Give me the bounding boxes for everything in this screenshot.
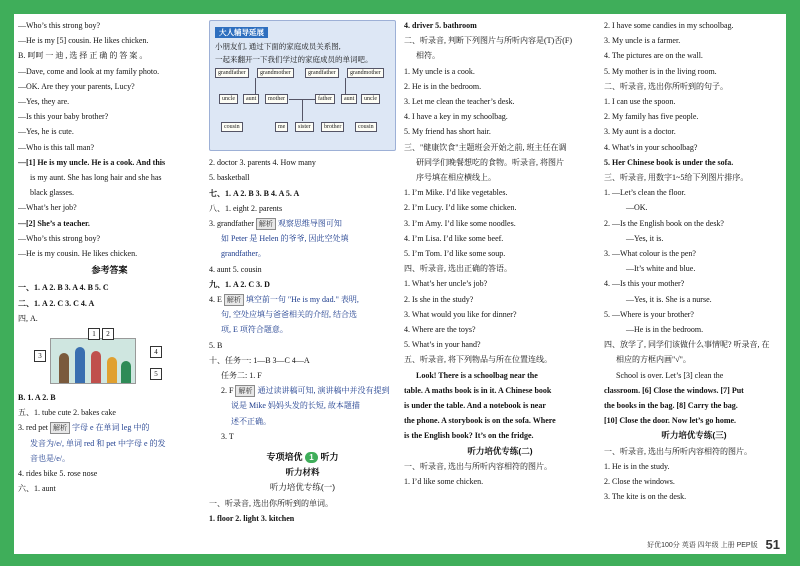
question-line: 相应的方框内画"√"。 bbox=[616, 355, 691, 365]
script-line: 2. Is she in the study? bbox=[404, 294, 474, 304]
hint-tag: 解析 bbox=[235, 385, 255, 397]
text-line: —Yes, they are. bbox=[18, 97, 70, 107]
section-header: 专项培优 1 听力 bbox=[266, 452, 339, 463]
tree-node: cousin bbox=[221, 122, 243, 132]
script-line: —OK. bbox=[626, 203, 648, 213]
label-box: 2 bbox=[102, 328, 114, 340]
person-figure bbox=[121, 361, 131, 383]
question-line: 二、听录音, 判断下列图片与所听内容是(T)否(F) bbox=[404, 36, 572, 46]
extension-text: 小朋友们, 通过下面的家庭成员关系图, bbox=[215, 42, 341, 52]
answer-line: 4. driver 5. bathroom bbox=[404, 21, 477, 30]
text-line: —Yes, he is cute. bbox=[18, 127, 74, 137]
script-line: [10] Close the door. Now let’s go home. bbox=[604, 416, 737, 426]
script-line: 2. I’m Lucy. I’d like some chicken. bbox=[404, 203, 517, 213]
column-3 bbox=[404, 18, 596, 489]
answer-line: 3. grandfather 解析 观察思维导图可知 bbox=[209, 219, 342, 229]
text-line: —Is this your baby brother? bbox=[18, 112, 109, 122]
script-line: School is over. Let’s [3] clean the bbox=[616, 370, 724, 380]
answer-line: 五、1. tube cute 2. bakes cake bbox=[18, 408, 116, 418]
hint-line: 项, E 项符合题意。 bbox=[221, 325, 288, 335]
script-line: 3. What would you like for dinner? bbox=[404, 309, 517, 319]
answer-line: 八、1. eight 2. parents bbox=[209, 203, 283, 213]
script-line: 1. I’m Mike. I’d like vegetables. bbox=[404, 188, 508, 198]
script-line: is the English book? It’s on the fridge. bbox=[404, 431, 534, 441]
text-line: —Who’s this strong boy? bbox=[18, 233, 100, 243]
answer-line: 2. doctor 3. parents 4. How many bbox=[209, 158, 316, 168]
script-line: 5. Her Chinese book is under the sofa. bbox=[604, 157, 734, 167]
tree-node: brother bbox=[321, 122, 344, 132]
tree-line bbox=[302, 99, 303, 121]
hint-line: 说是 Mike 妈妈头发的长短, 故本题描 bbox=[231, 401, 360, 411]
extension-title: 大人辅导延展 bbox=[215, 27, 268, 38]
label-box: 3 bbox=[34, 350, 46, 362]
question-line: 三、听录音, 用数字1~5给下列图片排序。 bbox=[604, 173, 749, 183]
answer-line: 四, A. bbox=[18, 313, 38, 323]
tree-node: me bbox=[275, 122, 288, 132]
script-line: 1. What’s her uncle’s job? bbox=[404, 279, 488, 289]
tree-node: grandfather bbox=[215, 68, 249, 78]
extension-text: 一起来翻开一下我们学过的家庭成员的单词吧。 bbox=[215, 55, 373, 65]
text-line: —OK. Are they your parents, Lucy? bbox=[18, 81, 135, 91]
page-number: 51 bbox=[765, 537, 780, 552]
hint-line: 如 Peter 是 Helen 的爷爷, 因此空处填 bbox=[221, 234, 349, 244]
tree-node: aunt bbox=[341, 94, 357, 104]
script-line: 5. My friend has short hair. bbox=[404, 127, 491, 137]
practice-title: 听力培优专练(二) bbox=[467, 445, 533, 456]
hint-tag: 解析 bbox=[224, 294, 244, 306]
tree-node: uncle bbox=[361, 94, 380, 104]
script-line: 2. —Is the English book on the desk? bbox=[604, 218, 724, 228]
script-line: 5. My mother is in the living room. bbox=[604, 66, 717, 76]
answer-line: 一、1. A 2. B 3. A 4. B 5. C bbox=[18, 283, 109, 293]
script-line: 4. —Is this your mother? bbox=[604, 279, 685, 289]
tree-node: mother bbox=[265, 94, 288, 104]
answer-line: 3. T bbox=[221, 431, 234, 441]
text-line: —Who is this tall man? bbox=[18, 142, 94, 152]
tree-node: aunt bbox=[243, 94, 259, 104]
script-line: 3. My uncle is a farmer. bbox=[604, 36, 681, 46]
label-box: 1 bbox=[88, 328, 100, 340]
answer-line: 二、1. A 2. C 3. C 4. A bbox=[18, 298, 95, 308]
answer-line: 4. E 解析 填空前一句 "He is my dad." 表明, bbox=[209, 295, 359, 305]
script-line: the phone. A storybook is on the sofa. Where bbox=[404, 416, 556, 426]
script-line: the books in the bag. [8] Carry the bag. bbox=[604, 401, 738, 411]
script-line: Look! There is a schoolbag near the bbox=[416, 370, 538, 380]
answer-key-title: 参考答案 bbox=[91, 265, 128, 276]
column-1 bbox=[18, 18, 201, 496]
family-tree bbox=[215, 68, 390, 146]
answer-line: 七、1. A 2. B 3. B 4. A 5. A bbox=[209, 188, 300, 198]
label-box: 4 bbox=[150, 346, 162, 358]
extension-box bbox=[209, 20, 396, 151]
script-line: 3. —What colour is the pen? bbox=[604, 249, 696, 259]
text-line: —Dave, come and look at my family photo. bbox=[18, 66, 160, 76]
answer-line: B. 1. A 2. B bbox=[18, 393, 56, 403]
question-line: 一、听录音, 选出与所听内容相符的图片。 bbox=[604, 446, 752, 456]
question-line: 四、放学了, 同学们该做什么事情呢? 听录音, 在 bbox=[604, 340, 770, 350]
script-line: 5. —Where is your brother? bbox=[604, 309, 694, 319]
person-figure bbox=[75, 347, 85, 383]
script-line: 2. I have some candies in my schoolbag. bbox=[604, 21, 734, 30]
tree-node: cousin bbox=[355, 122, 377, 132]
hint-line: 发音为/e/, 单词 red 和 pet 中字母 e 的发 bbox=[30, 438, 166, 448]
tree-node: grandmother bbox=[347, 68, 384, 78]
footer-text: 好优100分 英语 四年级 上册 PEP版 bbox=[647, 542, 758, 549]
green-border-left bbox=[0, 0, 14, 566]
hint-tag: 解析 bbox=[256, 218, 276, 230]
script-line: 3. My aunt is a doctor. bbox=[604, 127, 676, 137]
label-box: 5 bbox=[150, 368, 162, 380]
green-border-right bbox=[786, 0, 800, 566]
hint-line: 句, 空处应填与爸爸相关的介绍, 结合选 bbox=[221, 310, 357, 320]
script-line: is under the table. And a notebook is near bbox=[404, 401, 546, 411]
tree-node: sister bbox=[295, 122, 314, 132]
question-line: 研同学们晚餐想吃的食物。听录音, 将图片 bbox=[416, 157, 564, 167]
column-4 bbox=[604, 18, 784, 505]
hint-line: grandfather。 bbox=[221, 249, 266, 259]
answer-line: 4. rides bike 5. rose nose bbox=[18, 469, 98, 479]
question-line: 相符。 bbox=[416, 51, 440, 61]
script-line: 1. He is in the study. bbox=[604, 461, 670, 471]
script-line: 3. The kite is on the desk. bbox=[604, 492, 687, 502]
answer-line: 六、1. aunt bbox=[18, 484, 56, 494]
person-figure bbox=[59, 353, 69, 383]
text-line: —[2] She’s a teacher. bbox=[18, 218, 90, 228]
section-number-badge: 1 bbox=[305, 452, 318, 463]
script-line: 4. I’m Lisa. I’d like some beef. bbox=[404, 233, 504, 243]
green-border-bottom bbox=[0, 554, 800, 566]
script-line: 4. What’s in your schoolbag? bbox=[604, 142, 698, 152]
question-line: 序号填在相应横线上。 bbox=[416, 173, 496, 183]
answer-line: 任务二: 1. F bbox=[221, 371, 262, 381]
text-line: —He is my [5] cousin. He likes chicken. bbox=[18, 36, 149, 46]
family-photo bbox=[50, 338, 136, 384]
script-line: —Yes, it is. She is a nurse. bbox=[626, 294, 712, 304]
person-figure bbox=[107, 357, 117, 383]
script-line: classroom. [6] Close the windows. [7] Put bbox=[604, 385, 744, 395]
script-line: 2. My family has five people. bbox=[604, 112, 699, 122]
answer-line: 1. floor 2. light 3. kitchen bbox=[209, 513, 295, 523]
answer-line: 九、1. A 2. C 3. D bbox=[209, 279, 270, 289]
text-line: —He is my cousin. He likes chicken. bbox=[18, 249, 138, 259]
person-figure bbox=[91, 351, 101, 383]
script-line: 2. Close the windows. bbox=[604, 477, 675, 487]
tree-line bbox=[345, 78, 346, 94]
page-footer bbox=[647, 537, 780, 552]
hint-line: 述不正确。 bbox=[231, 416, 271, 426]
question-line: 四、听录音, 选出正确的答语。 bbox=[404, 264, 512, 274]
practice-title: 听力培优专练(三) bbox=[661, 430, 727, 441]
tree-node: uncle bbox=[219, 94, 238, 104]
tree-node: grandmother bbox=[257, 68, 294, 78]
column-2 bbox=[209, 18, 396, 526]
tree-line bbox=[255, 78, 256, 94]
script-line: —He is in the bedroom. bbox=[626, 325, 704, 335]
script-line: 5. What’s in your hand? bbox=[404, 340, 481, 350]
green-border-top bbox=[0, 0, 800, 14]
question-line: 一、听录音, 选出你所听到的单词。 bbox=[209, 498, 333, 508]
script-line: 5. I’m Tom. I’d like some soup. bbox=[404, 249, 506, 259]
text-line: is my aunt. She has long hair and she has bbox=[30, 173, 162, 183]
answer-line: 十、任务一: 1—B 3—C 4—A bbox=[209, 355, 310, 365]
answer-line: 2. F 解析 通过读讲稿可知, 演讲稿中并没有提到 bbox=[221, 386, 390, 396]
script-line: 3. Let me clean the teacher’s desk. bbox=[404, 97, 515, 107]
tree-node: father bbox=[315, 94, 335, 104]
script-line: 1. I’d like some chicken. bbox=[404, 477, 484, 487]
answer-line: 5. B bbox=[209, 340, 223, 350]
script-line: —Yes, it is. bbox=[626, 233, 664, 243]
question-line: 三、"健康饮食"主题班会开始之前, 班主任在调 bbox=[404, 142, 567, 152]
text-line: —What’s her job? bbox=[18, 203, 77, 213]
answer-line: 3. red pet 解析 字母 e 在单词 leg 中的 bbox=[18, 423, 150, 433]
family-photo-figure bbox=[18, 328, 201, 388]
script-line: 3. I’m Amy. I’d like some noodles. bbox=[404, 218, 516, 228]
script-line: table. A maths book is in it. A Chinese book bbox=[404, 385, 552, 395]
tree-node: grandfather bbox=[305, 68, 339, 78]
script-line: 2. He is in the bedroom. bbox=[404, 81, 482, 91]
script-line: 4. I have a key in my schoolbag. bbox=[404, 112, 508, 122]
text-line: B. 呵呵 一 迪 , 选 择 正 确 的 答 案 。 bbox=[18, 51, 148, 61]
question-line: 二、听录音, 选出你所听到的句子。 bbox=[604, 81, 728, 91]
answer-line: 4. aunt 5. cousin bbox=[209, 264, 262, 274]
script-line: 1. —Let’s clean the floor. bbox=[604, 188, 686, 198]
script-line: 4. The pictures are on the wall. bbox=[604, 51, 703, 61]
script-line: —It’s white and blue. bbox=[626, 264, 696, 274]
script-line: 1. My uncle is a cook. bbox=[404, 66, 475, 76]
text-line: —Who’s this strong boy? bbox=[18, 21, 100, 30]
listening-material-title: 听力材料 bbox=[285, 467, 320, 478]
question-line: 一、听录音, 选出与所听内容相符的图片。 bbox=[404, 461, 552, 471]
answer-line: 5. basketball bbox=[209, 173, 250, 183]
hint-tag: 解析 bbox=[50, 422, 70, 434]
practice-title: 听力培优专练(一) bbox=[269, 482, 336, 493]
text-line: black glasses. bbox=[30, 188, 74, 198]
question-line: 五、听录音, 将下列物品与所在位置连线。 bbox=[404, 355, 552, 365]
script-line: 4. Where are the toys? bbox=[404, 325, 476, 335]
hint-line: 音也是/e/。 bbox=[30, 453, 70, 463]
script-line: 1. I can use the spoon. bbox=[604, 97, 676, 107]
text-line: —[1] He is my uncle. He is a cook. And this bbox=[18, 157, 166, 167]
